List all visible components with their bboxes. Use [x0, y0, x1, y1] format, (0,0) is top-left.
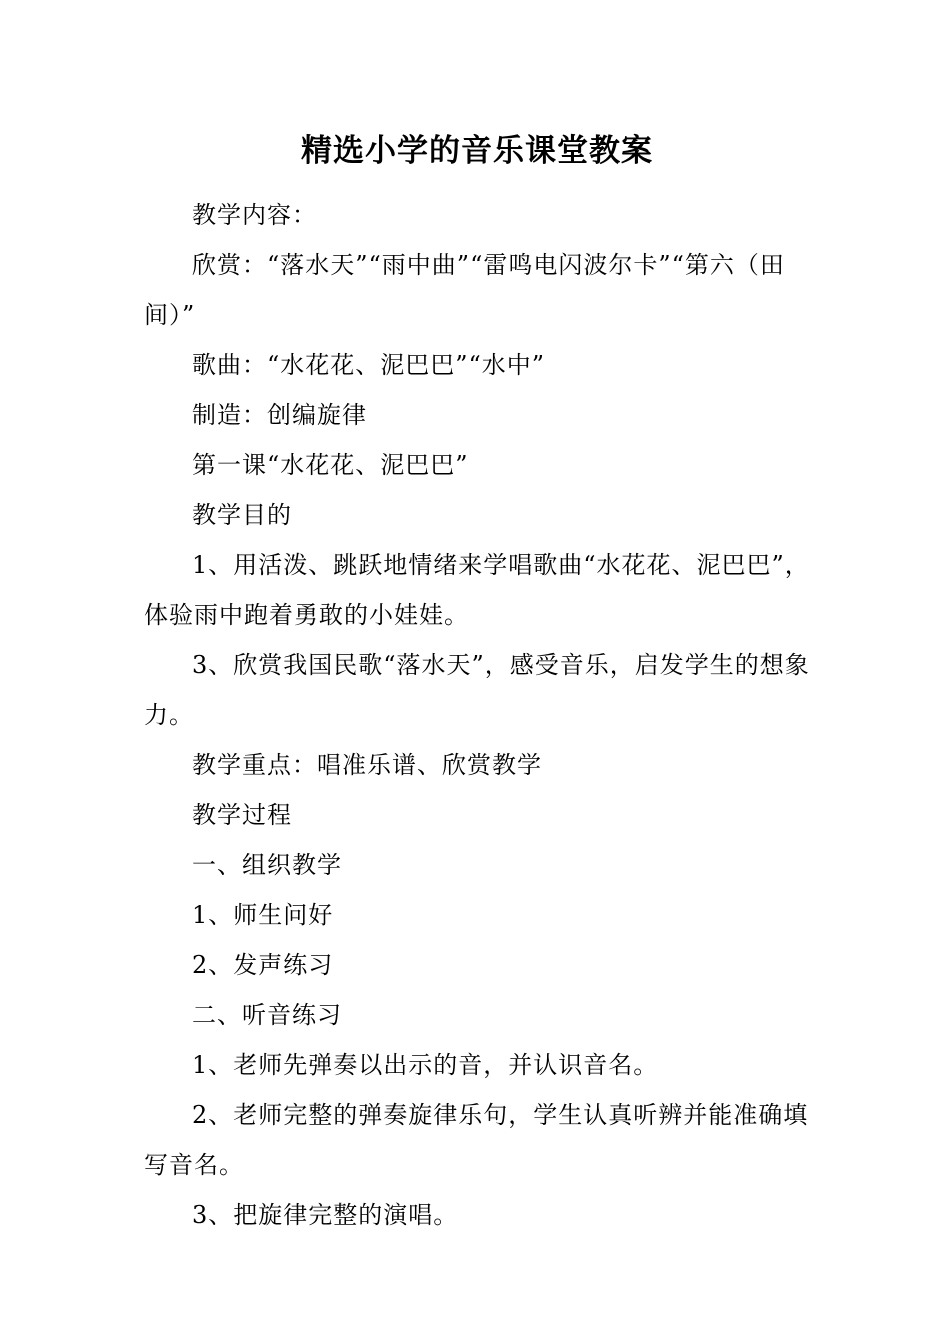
paragraph-creation: 制造：创编旋律: [192, 401, 367, 429]
paragraph-songs: 歌曲：“水花花、泥巴巴”“水中”: [192, 351, 546, 379]
paragraph-lesson-one: 第一课“水花花、泥巴巴”: [192, 451, 469, 479]
paragraph-teaching-content: 教学内容：: [192, 201, 317, 229]
paragraph-appreciation: 欣赏：“落水天”“雨中曲”“雷鸣电闪波尔卡”“第六（田间）”: [144, 251, 785, 329]
paragraph-goal-3: 3、欣赏我国民歌“落水天”，感受音乐，启发学生的想象力。: [144, 651, 810, 729]
paragraph-step-play-melody: 2、老师完整的弹奏旋律乐句，学生认真听辨并能准确填写音名。: [144, 1101, 809, 1179]
paragraph-goal-1: 1、用活泼、跳跃地情绪来学唱歌曲“水花花、泥巴巴”，体验雨中跑着勇敢的小娃娃。: [144, 551, 810, 629]
paragraph-step-play-notes: 1、老师先弹奏以出示的音，并认识音名。: [192, 1051, 659, 1079]
paragraph-step-sing: 3、把旋律完整的演唱。: [192, 1201, 459, 1229]
paragraph-teaching-goals: 教学目的: [192, 501, 292, 529]
paragraph-key-points: 教学重点：唱准乐谱、欣赏教学: [192, 751, 542, 779]
document-title: 精选小学的音乐课堂教案: [301, 133, 653, 169]
paragraph-teaching-process: 教学过程: [192, 801, 292, 829]
paragraph-section-2: 二、听音练习: [192, 1001, 342, 1029]
paragraph-section-1: 一、组织教学: [192, 851, 342, 879]
paragraph-step-greeting: 1、师生问好: [192, 901, 334, 929]
paragraph-step-vocal: 2、发声练习: [192, 951, 334, 979]
